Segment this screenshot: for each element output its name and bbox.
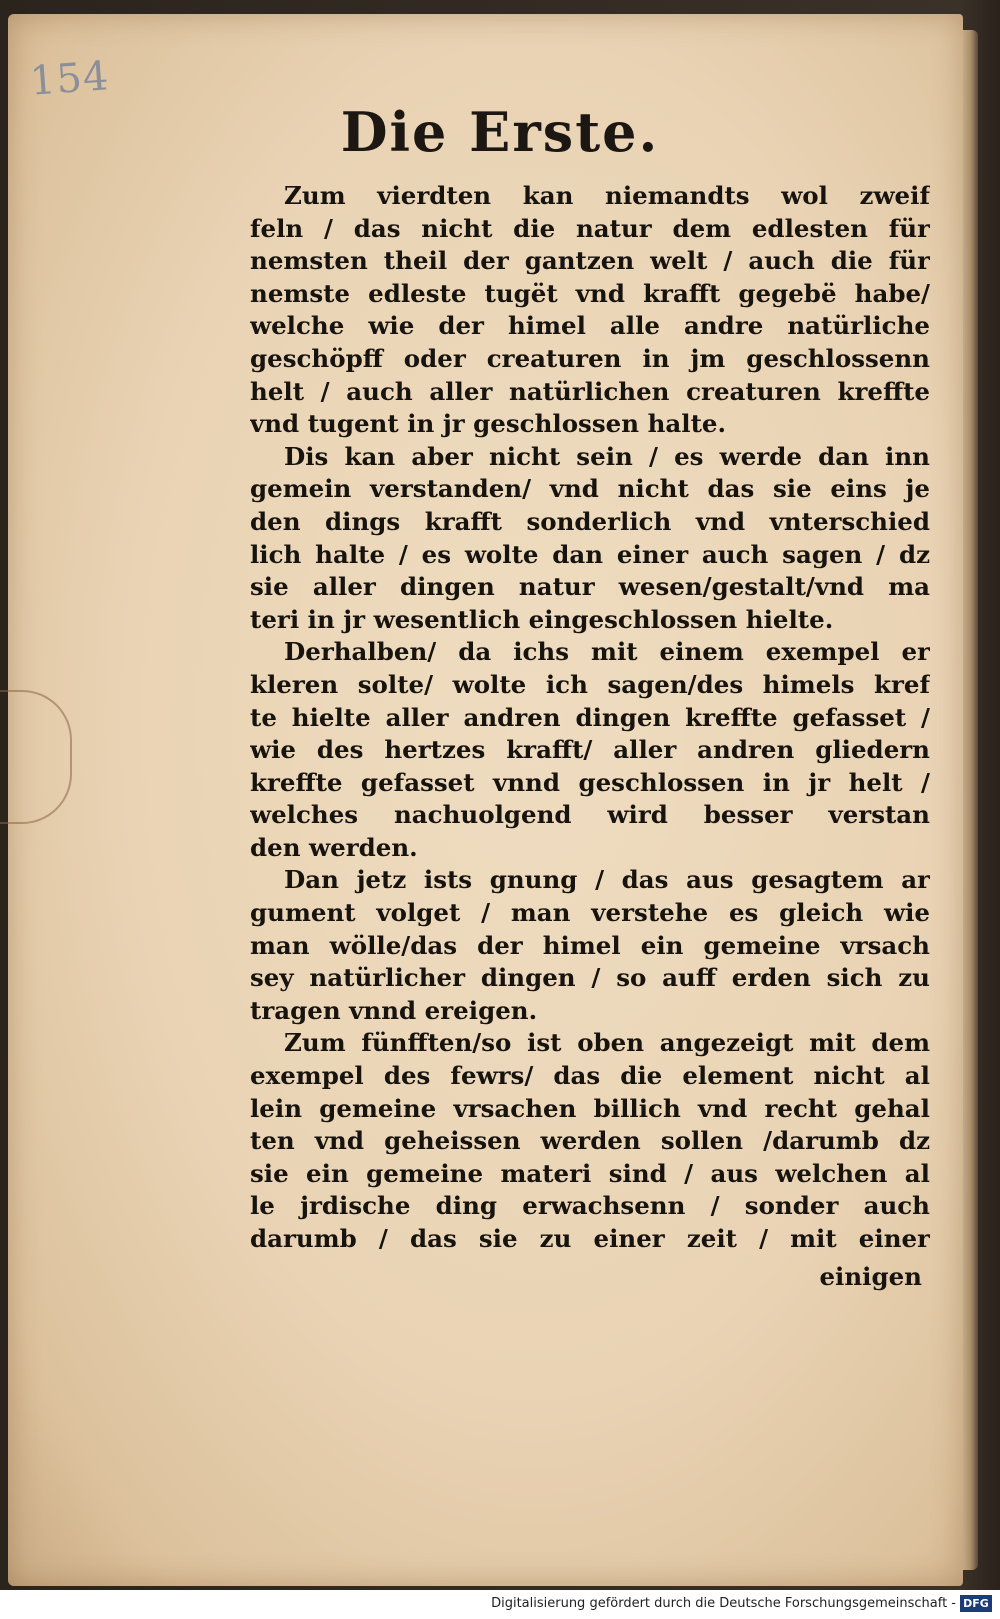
text-line: lein gemeine vrsachen billich vnd recht gehal [250, 1093, 930, 1123]
text-line: te hielte aller andren dingen kreffte gefasset / [250, 702, 930, 732]
text-line: le jrdische ding erwachsenn / sonder auch [250, 1191, 930, 1221]
body-text [250, 180, 930, 1256]
text-line: sie ein gemeine materi sind / aus welchen al [250, 1158, 930, 1188]
footer-bar [0, 1590, 1000, 1619]
text-line: gemein verstanden/ vnd nicht das sie eins je [250, 474, 930, 504]
text-line: gument volget / man verstehe es gleich wie [250, 898, 930, 928]
footer-credit: Digitalisierung gefördert durch die Deutsche Forschungsgemeinschaft - [491, 1596, 956, 1611]
folio-number: 154 [28, 53, 111, 105]
text-line: man wölle/das der himel ein gemeine vrsach [250, 930, 930, 960]
text-line: helt / auch aller natürlichen creaturen kreffte [250, 376, 930, 406]
text-line: sie aller dingen natur wesen/gestalt/vnd ma [250, 572, 930, 602]
text-line: darumb / das sie zu einer zeit / mit einer [250, 1224, 930, 1253]
text-line: ten vnd geheissen werden sollen /darumb dz [250, 1126, 930, 1156]
dfg-logo: DFG [960, 1595, 992, 1612]
text-line: exempel des fewrs/ das die element nicht al [250, 1061, 930, 1091]
text-line: Zum vierdten kan niemandts wol zweif [284, 181, 930, 210]
text-line: den dings krafft sonderlich vnd vnterschied [250, 506, 930, 536]
text-line: den werden. [250, 832, 418, 862]
text-line: tragen vnnd ereigen. [250, 995, 538, 1025]
running-head: Die Erste. [340, 100, 660, 164]
text-line: lich halte / es wolte dan einer auch sagen / dz [250, 539, 930, 569]
text-line: nemsten theil der gantzen welt / auch die für [250, 246, 930, 276]
text-line: sey natürlicher dingen / so auff erden sich zu [250, 963, 930, 993]
text-line: Zum fünfften/so ist oben angezeigt mit dem [284, 1028, 930, 1058]
text-line: nemste edleste tugët vnd krafft gegebë habe/ [250, 278, 930, 308]
text-line: welches nachuolgend wird besser verstan [250, 800, 930, 830]
text-line: geschöpff oder creaturen in jm geschlossenn [250, 343, 930, 373]
text-line: welche wie der himel alle andre natürliche [250, 311, 930, 341]
text-line: kreffte gefasset vnnd geschlossen in jr helt / [250, 767, 930, 797]
clasp-mark [0, 690, 72, 824]
text-line: feln / das nicht die natur dem edlesten für [250, 213, 930, 243]
text-line: Dis kan aber nicht sein / es werde dan inn [284, 441, 930, 471]
text-line: teri in jr wesentlich eingeschlossen hielte. [250, 604, 834, 634]
catchword: einigen [819, 1262, 922, 1291]
text-line: wie des hertzes krafft/ aller andren gliedern [250, 735, 930, 765]
text-line: kleren solte/ wolte ich sagen/des himels kref [250, 669, 930, 699]
text-line: Derhalben/ da ichs mit einem exempel er [284, 637, 930, 667]
text-line: vnd tugent in jr geschlossen halte. [250, 409, 727, 439]
text-line: Dan jetz ists gnung / das aus gesagtem ar [284, 865, 930, 895]
